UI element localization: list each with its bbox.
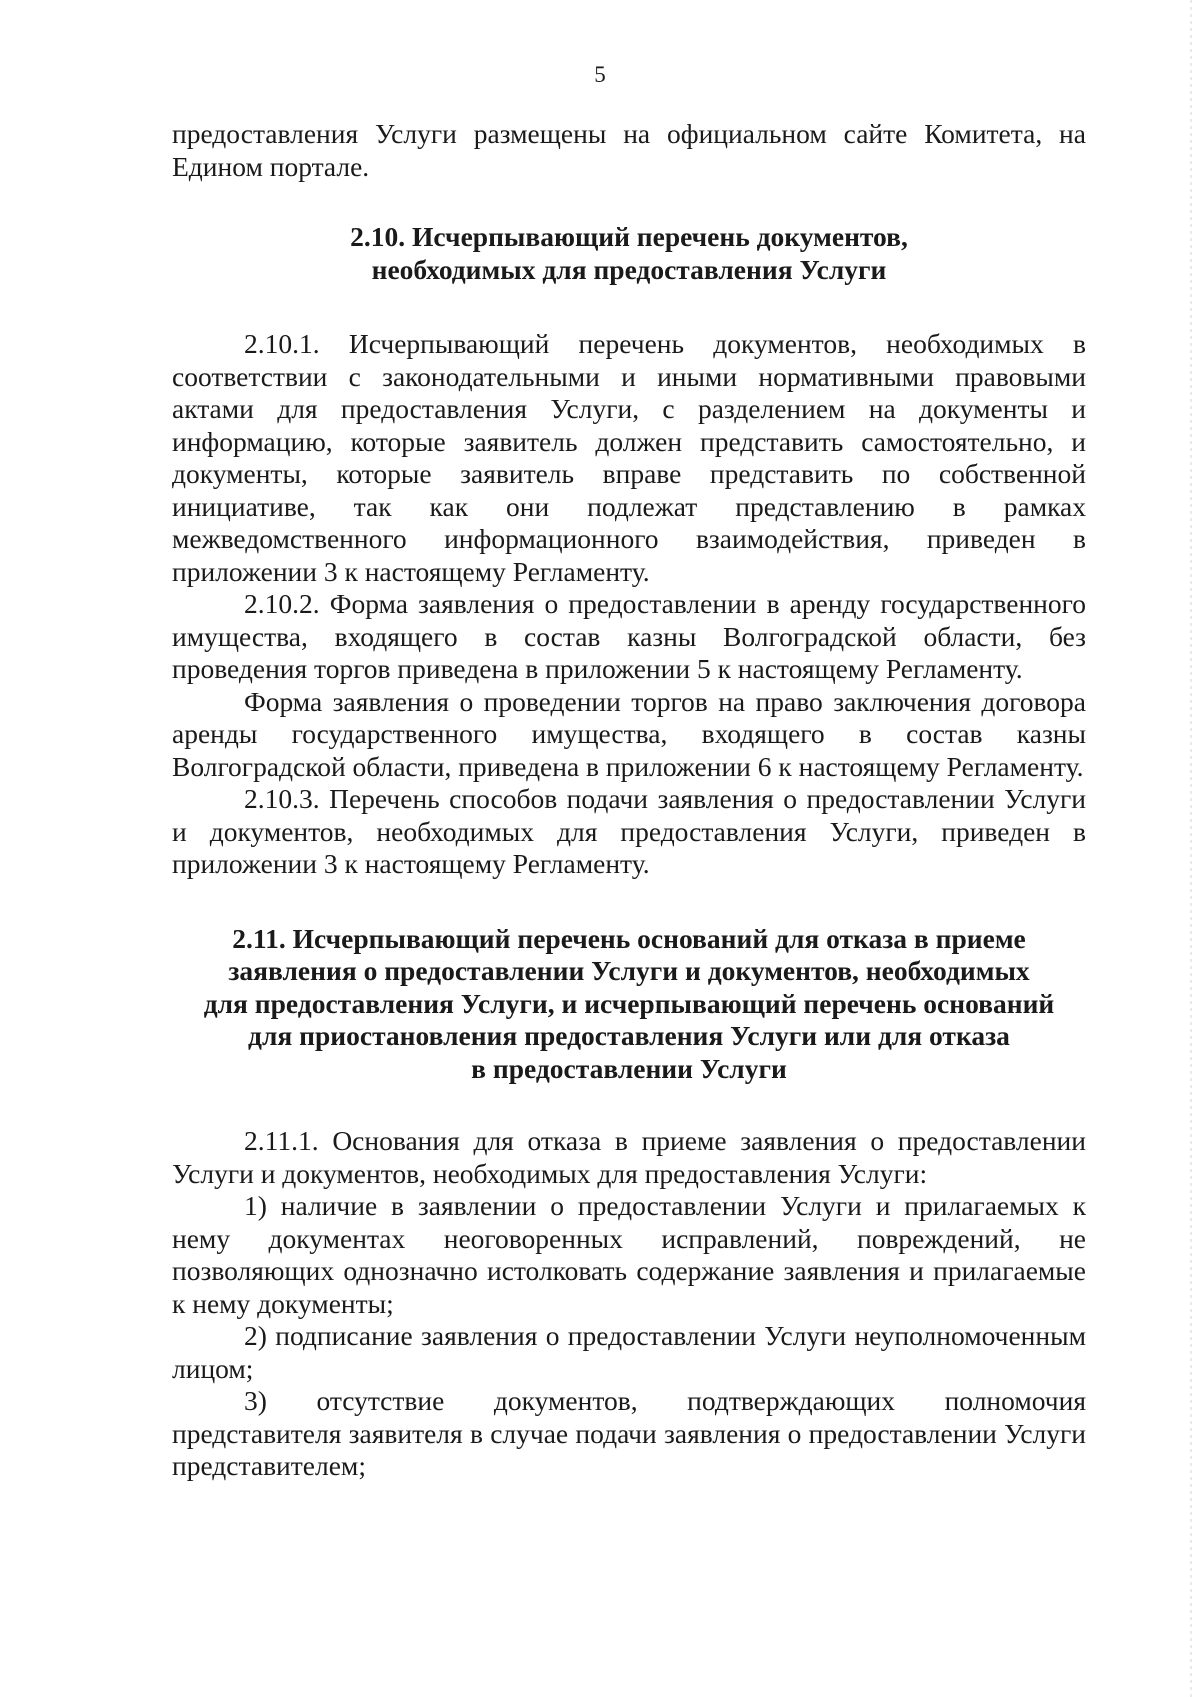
paragraph-2-10-2: 2.10.2. Форма заявления о предоставлении в аренду государственного имущества, входящего в состав казны Волгоградской области, без проведения торгов приведена в приложении 5 к настоящему Регламенту. xyxy=(172,588,1086,684)
document-body xyxy=(172,118,1086,1483)
scan-edge-artifact xyxy=(1190,0,1192,1697)
section-2-11-heading xyxy=(172,923,1086,1086)
paragraph-2-10-1: 2.10.1. Исчерпывающий перечень документов, необходимых в соответствии с законодательными и иными нормативными правовыми актами для предоставления Услуги, с разделением на документы и информацию, которые заявитель должен представить самостоятельно, и документы, которые заявитель вправе представить по собственной инициативе, так как они подлежат представлению в рамках межведомственного информационного взаимодействия, приведен в приложении 3 к настоящему Регламенту. xyxy=(172,328,1086,587)
paragraph-2-10-3: 2.10.3. Перечень способов подачи заявления о предоставлении Услуги и документов, необходимых для предоставления Услуги, приведен в приложении 3 к настоящему Регламенту. xyxy=(172,783,1086,879)
heading-line: необходимых для предоставления Услуги xyxy=(371,253,887,285)
paragraph-2-11-1: 2.11.1. Основания для отказа в приеме заявления о предоставлении Услуги и документов, необходимых для предоставления Услуги: xyxy=(172,1125,1086,1189)
list-item: 2) подписание заявления о предоставлении Услуги неуполномоченным лицом; xyxy=(172,1320,1086,1384)
list-item: 3) отсутствие документов, подтверждающих полномочия представителя заявителя в случае подачи заявления о предоставлении Услуги представителем; xyxy=(172,1385,1086,1481)
section-2-10-heading xyxy=(172,221,1086,286)
paragraph-2-10-2-form: Форма заявления о проведении торгов на право заключения договора аренды государственного имущества, входящего в состав казны Волгоградской области, приведена в приложении 6 к настоящему Регламенту. xyxy=(172,685,1086,782)
heading-line: заявления о предоставлении Услуги и документов, необходимых xyxy=(228,955,1030,986)
heading-line: в предоставлении Услуги xyxy=(471,1052,787,1084)
page-number: 5 xyxy=(594,62,606,87)
heading-line: для предоставления Услуги, и исчерпывающий перечень оснований xyxy=(203,987,1055,1019)
heading-line: для приостановления предоставления Услуги или для отказа xyxy=(248,1020,1010,1051)
list-item: 1) наличие в заявлении о предоставлении Услуги и прилагаемых к нему документах неоговоренных исправлений, повреждений, не позволяющих однозначно истолковать содержание заявления и прилагаемые к нему документы; xyxy=(172,1190,1086,1319)
heading-line: 2.11. Исчерпывающий перечень оснований для отказа в приеме xyxy=(232,922,1026,954)
heading-line: 2.10. Исчерпывающий перечень документов, xyxy=(350,221,908,252)
intro-paragraph: предоставления Услуги размещены на официальном сайте Комитета, на Едином портале. xyxy=(172,118,1086,182)
